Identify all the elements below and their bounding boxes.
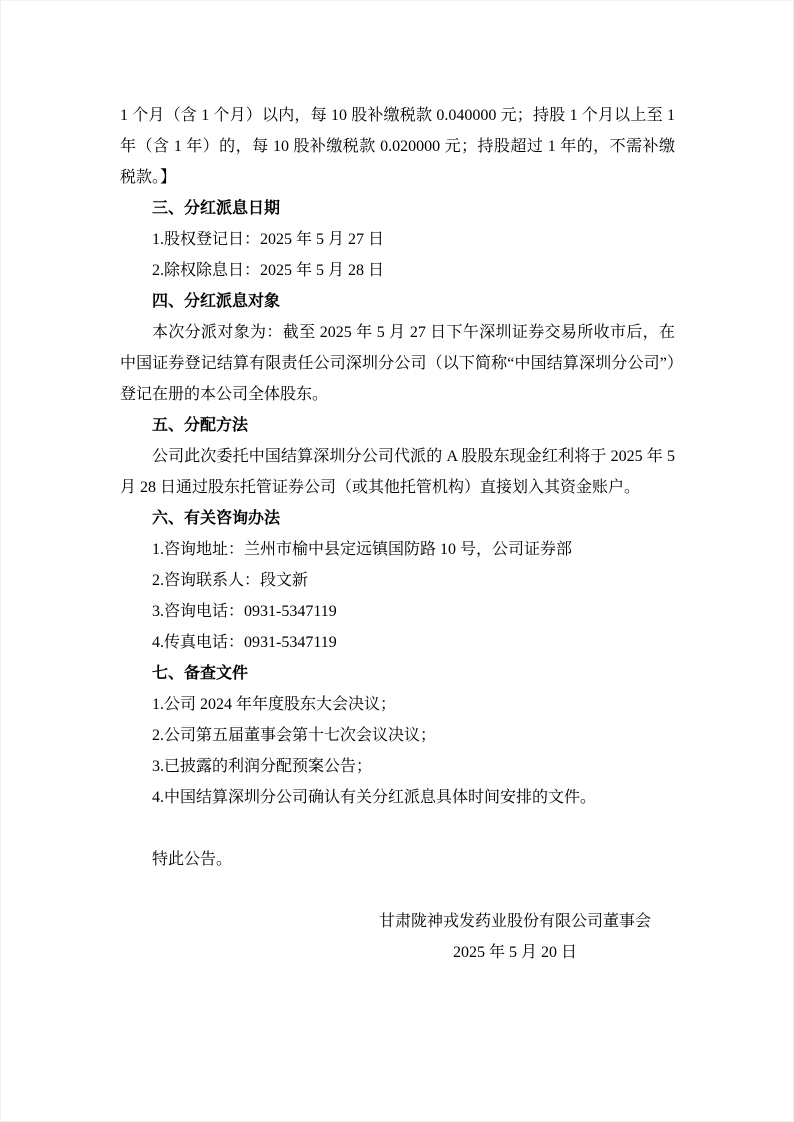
line-doc-agm-resolution: 1.公司 2024 年年度股东大会决议； xyxy=(152,696,397,713)
signature-company: 甘肃陇神戎发药业股份有限公司董事会 xyxy=(378,913,651,930)
line-doc-board-resolution: 2.公司第五届董事会第十七次会议决议； xyxy=(152,727,437,744)
heading-consultation-methods: 六、有关咨询办法 xyxy=(152,510,281,527)
heading-distribution-method: 五、分配方法 xyxy=(152,417,249,434)
line-doc-profit-plan: 3.已披露的利润分配预案公告； xyxy=(152,758,373,775)
heading-reference-documents: 七、备查文件 xyxy=(152,665,249,682)
line-consultation-phone: 3.咨询电话：0931-5347119 xyxy=(152,603,337,620)
heading-dividend-payment-dates: 三、分红派息日期 xyxy=(152,200,281,217)
line-consultation-contact: 2.咨询联系人：段文新 xyxy=(152,572,309,589)
line-record-date: 1.股权登记日：2025 年 5 月 27 日 xyxy=(152,231,385,248)
line-fax-phone: 4.传真电话：0931-5347119 xyxy=(152,634,337,651)
line-consultation-address: 1.咨询地址：兰州市榆中县定远镇国防路 10 号，公司证券部 xyxy=(152,541,573,558)
tax-note-continuation: 1 个月（含 1 个月）以内，每 10 股补缴税款 0.040000 元；持股 1 个月以上至 1 年（含 1 年）的，每 10 股补缴税款 0.020000 元；持股超过 1 年的，不需补缴税款。】 xyxy=(120,107,675,186)
heading-dividend-targets: 四、分红派息对象 xyxy=(152,293,281,310)
para-dividend-targets: 本次分派对象为：截至 2025 年 5 月 27 日下午深圳证券交易所收市后，在中国证券登记结算有限责任公司深圳分公司（以下简称“中国结算深圳分公司”）登记在册的本公司全体股东。 xyxy=(120,324,675,403)
para-distribution-method: 公司此次委托中国结算深圳分公司代派的 A 股股东现金红利将于 2025 年 5 月 28 日通过股东托管证券公司（或其他托管机构）直接划入其资金账户。 xyxy=(120,448,675,496)
line-hereby-announced: 特此公告。 xyxy=(152,851,233,868)
blank-line xyxy=(120,813,675,844)
blank-line xyxy=(120,875,675,906)
signature-block xyxy=(379,906,651,968)
line-doc-csdc-confirmation: 4.中国结算深圳分公司确认有关分红派息具体时间安排的文件。 xyxy=(152,789,597,806)
line-ex-dividend-date: 2.除权除息日：2025 年 5 月 28 日 xyxy=(152,262,385,279)
signature-date: 2025 年 5 月 20 日 xyxy=(452,944,577,961)
